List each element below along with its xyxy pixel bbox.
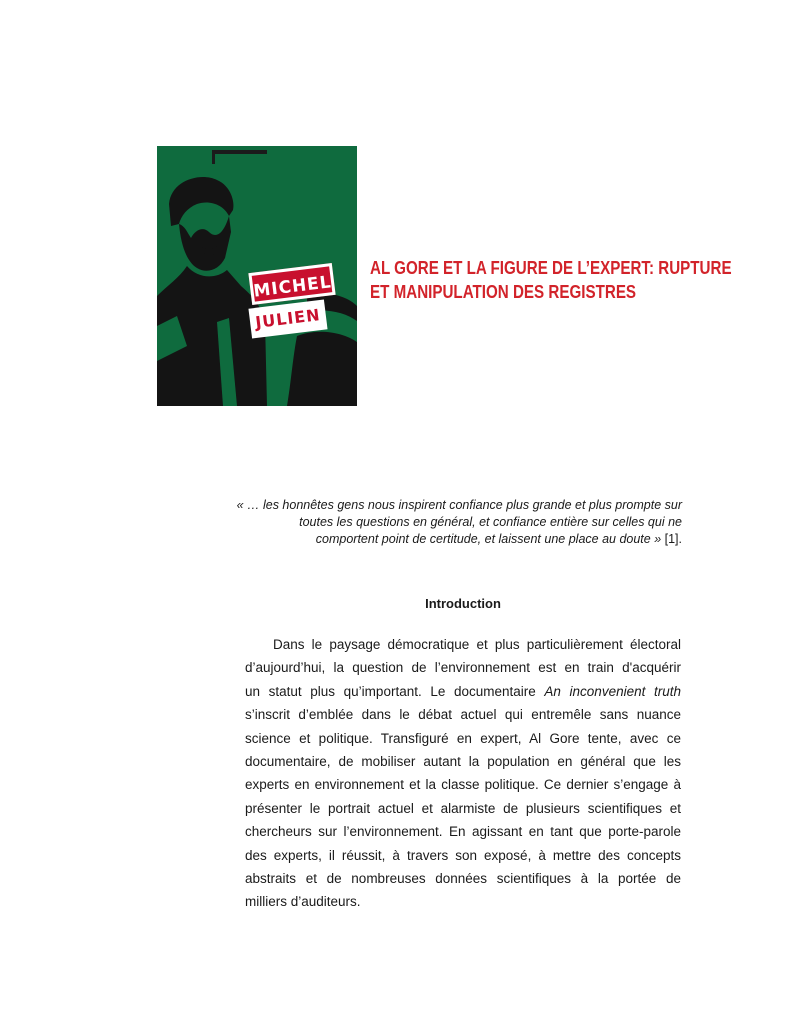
- body-line: experts en environnement et la classe politique. Ce dernier s’engage à: [245, 777, 681, 793]
- body-line: s’inscrit d’emblée dans le débat actuel qui entremêle sans nuance: [245, 707, 681, 723]
- author-portrait: [157, 146, 357, 406]
- section-heading: Introduction: [425, 596, 501, 611]
- body-line: Dans le paysage démocratique et plus particulièrement électoral: [273, 637, 681, 652]
- epigraph-line-1: « … les honnêtes gens nous inspirent confiance plus grande et plus prompte sur: [236, 498, 682, 512]
- body-line: chercheurs sur l’environnement. En agissant en tant que porte-parole: [245, 824, 681, 840]
- body-line: des experts, il réussit, à travers son exposé, à mettre des concepts: [245, 847, 681, 863]
- article-title-line-1: AL GORE ET LA FIGURE DE L’EXPERT: RUPTURE: [370, 257, 732, 278]
- body-line: milliers d’auditeurs.: [245, 894, 361, 910]
- epigraph-quote: [210, 497, 682, 548]
- body-line: science et politique. Transfiguré en expert, Al Gore tente, avec ce: [245, 730, 681, 746]
- epigraph-line-3: [210, 531, 682, 548]
- body-line: présenter le portrait actuel et alarmiste de plusieurs scientifiques et: [245, 800, 681, 816]
- article-title: [370, 256, 732, 304]
- body-line: d’aujourd’hui, la question de l’environnement est en train d'acquérir: [245, 660, 681, 676]
- epigraph-line-2: toutes les questions en général, et confiance entière sur celles qui ne: [299, 515, 682, 529]
- article-title-line-2: ET MANIPULATION DES REGISTRES: [370, 281, 637, 302]
- author-first-name-tag: MICHEL: [248, 263, 335, 305]
- body-line: abstraits et de nombreuses données scientifiques à la portée de: [245, 871, 681, 887]
- body-line: [245, 680, 681, 703]
- body-line: documentaire, de mobiliser autant la population en général que les: [245, 754, 681, 770]
- documentary-title: An inconvenient truth: [544, 683, 681, 699]
- body-paragraph: [245, 633, 681, 914]
- body-line-text: un statut plus qu’important. Le documentaire: [245, 683, 545, 699]
- epigraph-reference: [1].: [661, 532, 682, 546]
- author-last-name-tag: JULIEN: [248, 299, 327, 338]
- epigraph-line-3-quote: comportent point de certitude, et laissent une place au doute »: [315, 532, 662, 546]
